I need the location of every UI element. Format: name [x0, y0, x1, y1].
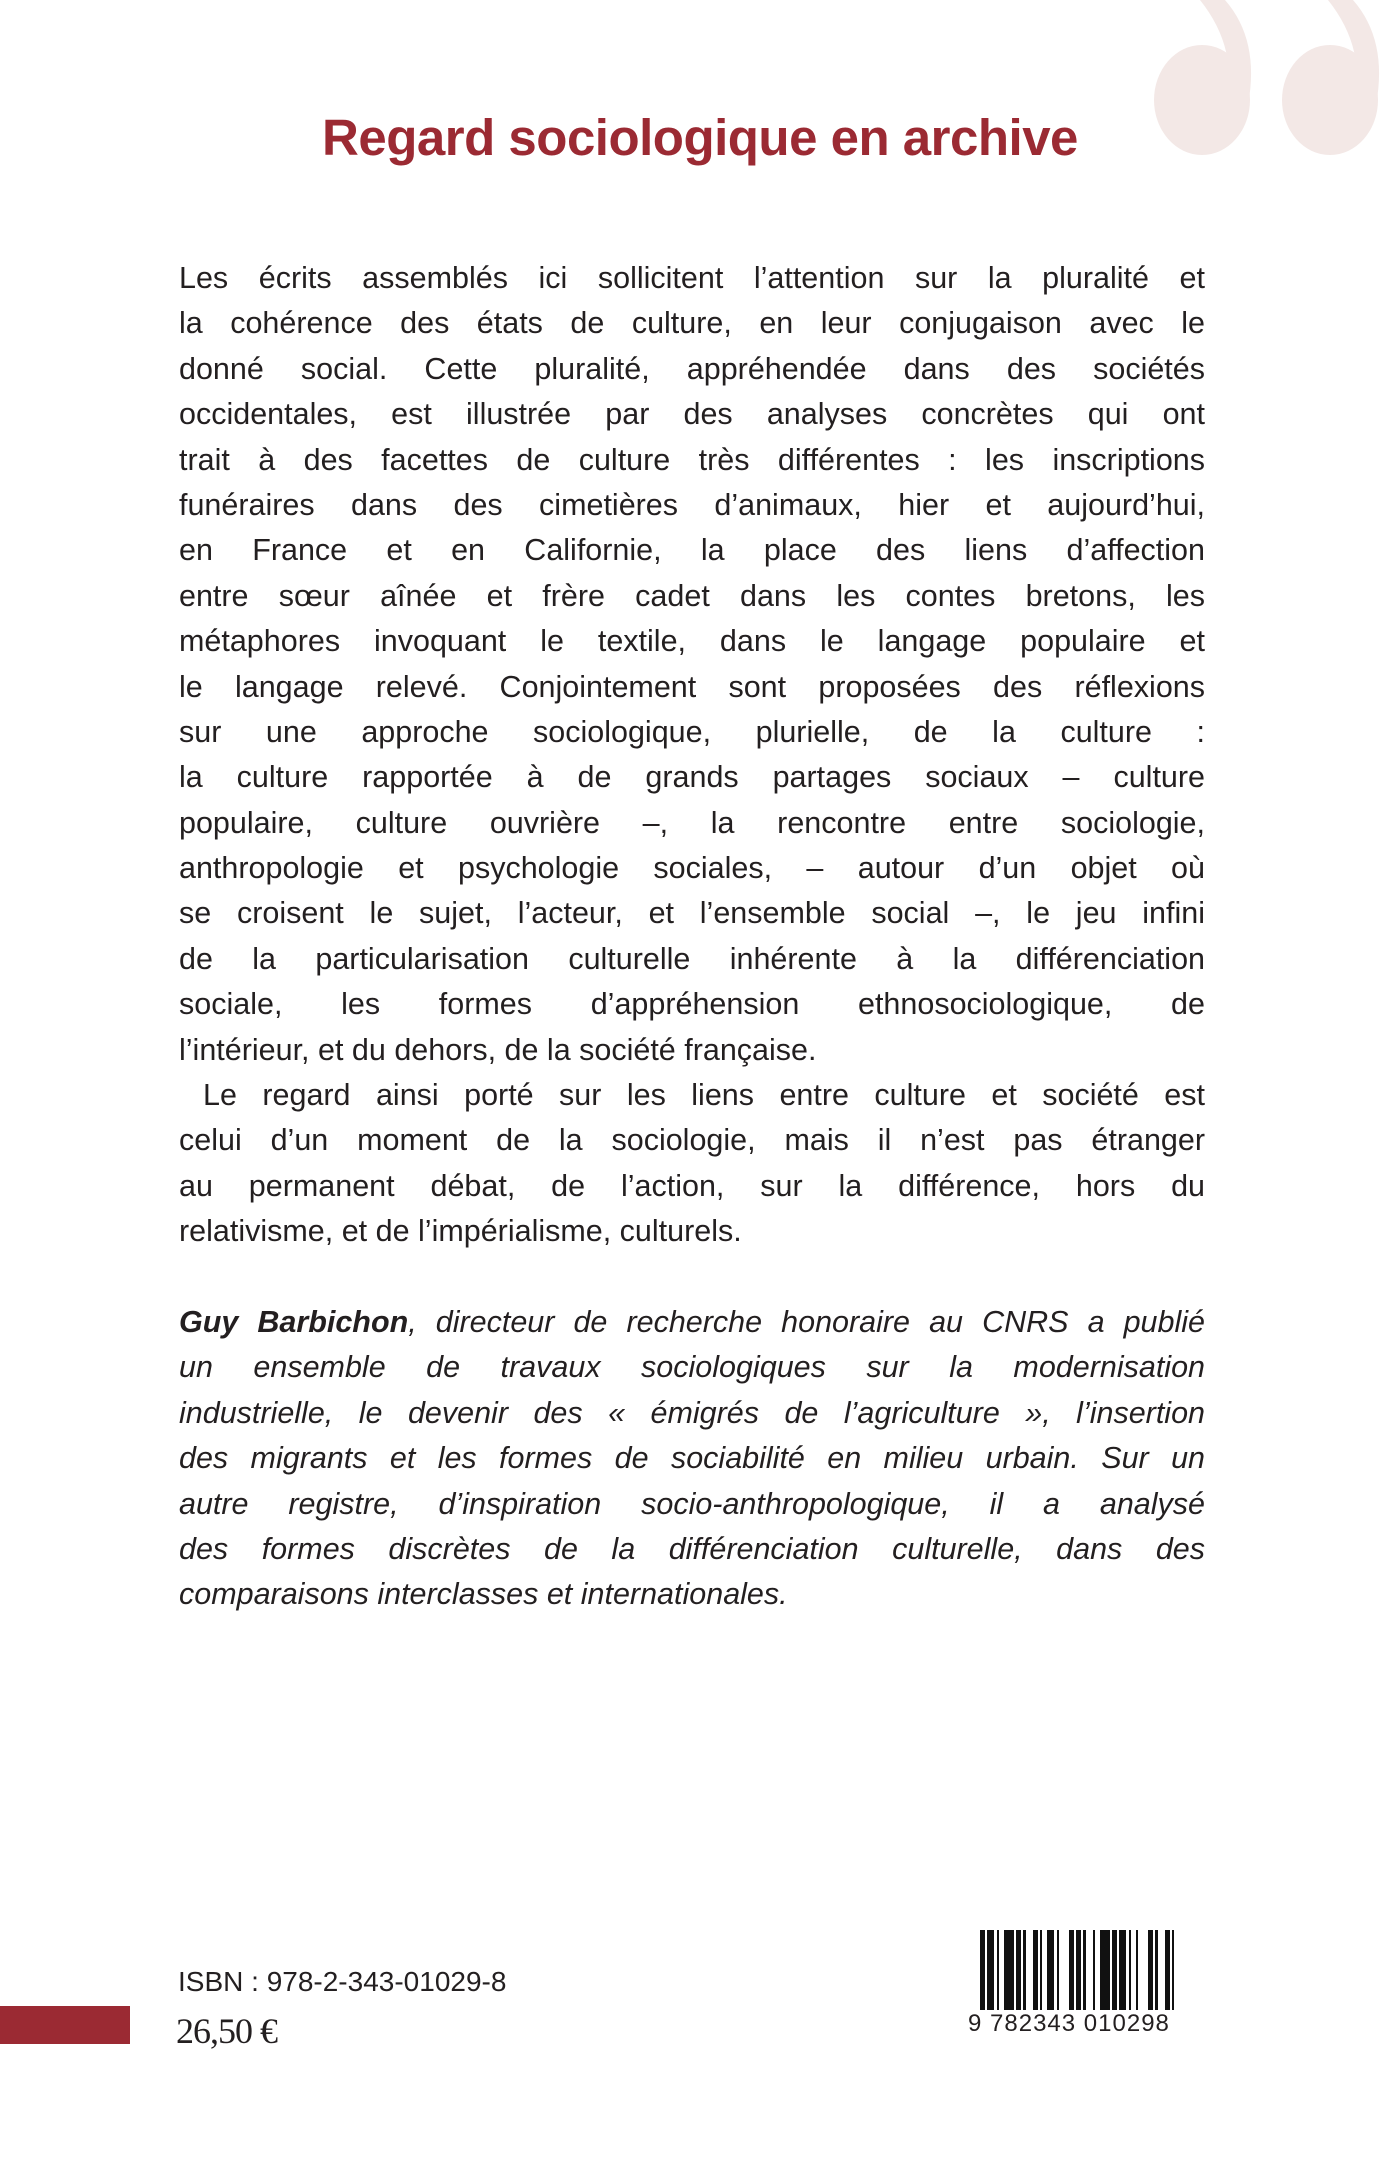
summary-paragraph-2 — [179, 1073, 1205, 1255]
text-line: Le regard ainsi porté sur les liens entre culture et société est — [203, 1078, 1205, 1112]
text-line: autre registre, d’inspiration socio-anthropologique, il a analysé — [179, 1486, 1205, 1521]
text-line: le langage relevé. Conjointement sont proposées des réflexions — [179, 669, 1205, 704]
text-line: des migrants et les formes de sociabilité en milieu urbain. Sur un — [179, 1441, 1205, 1476]
text-line: la culture rapportée à de grands partages sociaux – culture — [179, 760, 1205, 795]
text-line: des formes discrètes de la différenciation culturelle, dans des — [179, 1531, 1205, 1566]
bio-line — [179, 1300, 1205, 1345]
barcode-digits — [968, 2010, 1218, 2038]
book-title: Regard sociologique en archive — [322, 109, 1078, 166]
text-line: en France et en Californie, la place des liens d’affection — [179, 533, 1205, 568]
text-line: comparaisons interclasses et internationales. — [179, 1577, 788, 1612]
author-bio — [179, 1300, 1205, 1618]
author-name: Guy Barbichon — [179, 1305, 409, 1339]
text-line: occidentales, est illustrée par des analyses concrètes qui ont — [179, 397, 1205, 432]
text-line: anthropologie et psychologie sociales, – autour d’un objet où — [179, 851, 1205, 886]
text-line: sur une approche sociologique, plurielle, de la culture : — [179, 714, 1205, 749]
barcode — [968, 1930, 1218, 2040]
text-line: l’intérieur, et du dehors, de la société française. — [179, 1032, 817, 1067]
text-line: se croisent le sujet, l’acteur, et l’ensemble social –, le jeu infini — [179, 896, 1205, 931]
accent-bar — [0, 2006, 130, 2044]
text-line: au permanent débat, de l’action, sur la différence, hors du — [179, 1168, 1205, 1203]
text-line: celui d’un moment de la sociologie, mais il n’est pas étranger — [179, 1123, 1205, 1158]
price: 26,50 € — [176, 2011, 277, 2051]
text-line: populaire, culture ouvrière –, la rencontre entre sociologie, — [179, 805, 1205, 840]
summary-paragraph-1 — [179, 256, 1205, 1073]
text-line: métaphores invoquant le textile, dans le langage populaire et — [179, 624, 1205, 659]
text-line: funéraires dans des cimetières d’animaux, hier et aujourd’hui, — [179, 487, 1205, 522]
text-line: entre sœur aînée et frère cadet dans les contes bretons, les — [179, 578, 1205, 613]
isbn: ISBN : 978-2-343-01029-8 — [178, 1966, 507, 1997]
text-line: de la particularisation culturelle inhérente à la différenciation — [179, 941, 1205, 976]
text-line: industrielle, le devenir des « émigrés de l’agriculture », l’insertion — [179, 1395, 1205, 1430]
text-line: la cohérence des états de culture, en leur conjugaison avec le — [179, 306, 1205, 341]
text-line: Les écrits assemblés ici sollicitent l’attention sur la pluralité et — [179, 261, 1205, 295]
bio-text: , directeur de recherche honoraire au CNRS a publié — [408, 1305, 1205, 1339]
text-line: un ensemble de travaux sociologiques sur la modernisation — [179, 1350, 1205, 1385]
barcode-right-digits: 010298 — [1083, 2010, 1170, 2037]
barcode-lead-digit: 9 — [968, 2010, 983, 2037]
text-line: trait à des facettes de culture très différentes : les inscriptions — [179, 442, 1205, 477]
text-line: sociale, les formes d’appréhension ethnosociologique, de — [179, 987, 1205, 1022]
text-line: donné social. Cette pluralité, appréhendée dans des sociétés — [179, 351, 1205, 386]
text-line: relativisme, et de l’impérialisme, culturels. — [179, 1214, 742, 1249]
barcode-left-digits: 782343 — [990, 2010, 1077, 2037]
